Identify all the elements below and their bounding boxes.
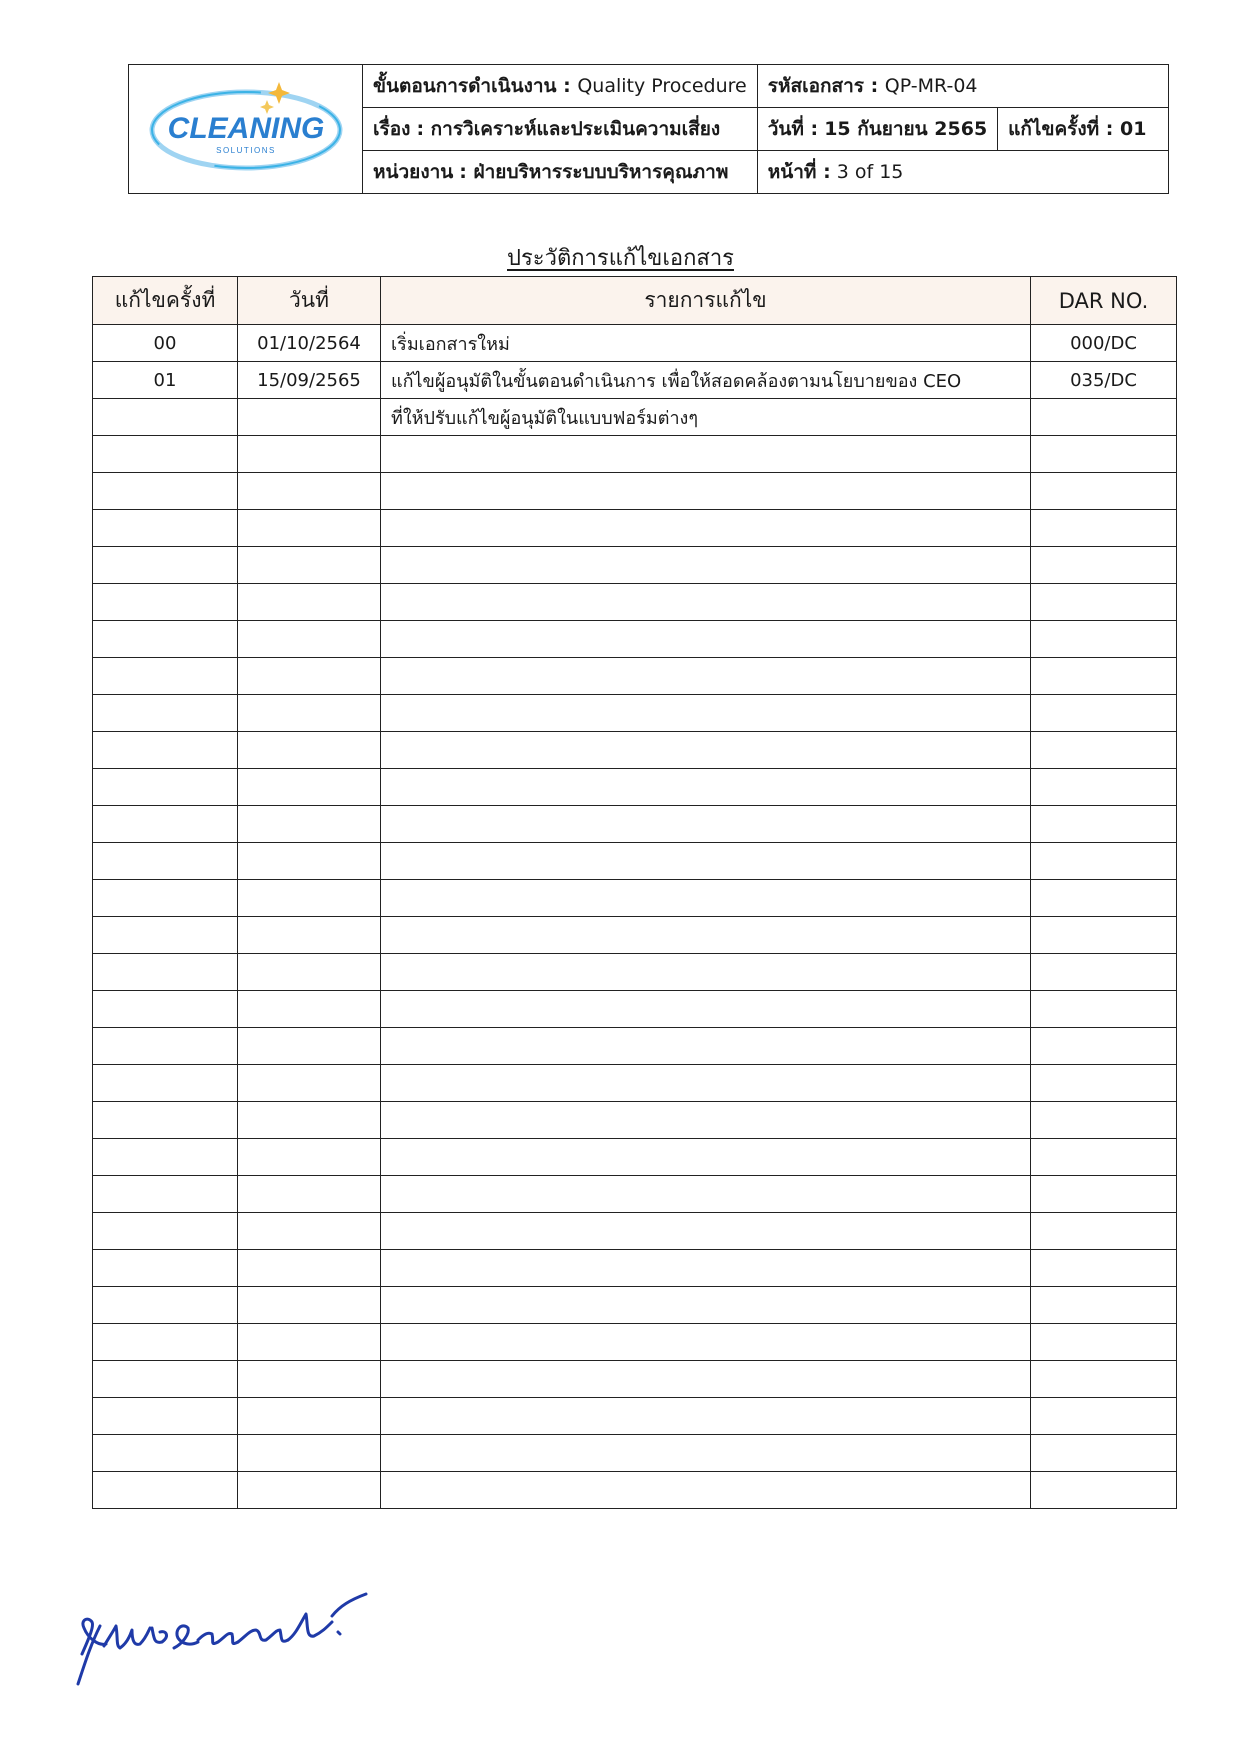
doc-code-cell [757, 65, 1168, 108]
column-header-revision: แก้ไขครั้งที่ [93, 277, 238, 325]
description-cell: เริ่มเอกสารใหม่ [381, 325, 1031, 362]
revision-cell [93, 1324, 238, 1361]
company-logo [129, 65, 363, 194]
description-cell [381, 621, 1031, 658]
dar-no-cell [1031, 1287, 1177, 1324]
description-cell [381, 695, 1031, 732]
table-row [93, 732, 1177, 769]
table-row [93, 399, 1177, 436]
table-header-row [93, 277, 1177, 325]
revision-cell [93, 1361, 238, 1398]
doc-code-label: รหัสเอกสาร : [767, 75, 885, 97]
date-cell [238, 658, 381, 695]
dar-no-cell [1031, 1028, 1177, 1065]
revision-cell [93, 473, 238, 510]
revision-cell [93, 399, 238, 436]
table-row [93, 1250, 1177, 1287]
dar-no-cell [1031, 769, 1177, 806]
date-cell [238, 806, 381, 843]
description-cell [381, 1176, 1031, 1213]
description-cell [381, 436, 1031, 473]
revision-cell [93, 732, 238, 769]
department-cell [363, 151, 758, 194]
description-cell [381, 1250, 1031, 1287]
department-label: หน่วยงาน [373, 161, 454, 183]
dar-no-cell [1031, 1435, 1177, 1472]
revision-cell [93, 1213, 238, 1250]
subject-label: เรื่อง [373, 118, 411, 140]
date-value: 15 กันยายน 2565 [824, 118, 988, 140]
date-cell [238, 621, 381, 658]
table-row [93, 584, 1177, 621]
date-cell: 01/10/2564 [238, 325, 381, 362]
table-row [93, 1472, 1177, 1509]
column-header-dar-no: DAR NO. [1031, 277, 1177, 325]
table-row [93, 917, 1177, 954]
page-label: หน้าที่ : [767, 161, 831, 183]
revision-value: 01 [1120, 118, 1147, 140]
date-cell [238, 1324, 381, 1361]
column-header-description: รายการแก้ไข [381, 277, 1031, 325]
dar-no-cell [1031, 732, 1177, 769]
date-cell [238, 1435, 381, 1472]
dar-no-cell [1031, 1398, 1177, 1435]
description-cell [381, 1472, 1031, 1509]
date-cell [238, 1028, 381, 1065]
procedure-cell [363, 65, 758, 108]
dar-no-cell [1031, 658, 1177, 695]
document-header [128, 64, 1169, 194]
procedure-value: Quality Procedure [577, 75, 747, 97]
revision-cell [93, 621, 238, 658]
table-row [93, 1102, 1177, 1139]
logo-wordmark: CLEANING [167, 111, 324, 145]
date-cell [238, 880, 381, 917]
table-body [93, 325, 1177, 1509]
table-row [93, 880, 1177, 917]
revision-cell [93, 991, 238, 1028]
date-cell [238, 1213, 381, 1250]
cleaning-logo-icon [146, 72, 346, 182]
date-cell [757, 108, 997, 151]
dar-no-cell [1031, 1102, 1177, 1139]
description-cell [381, 806, 1031, 843]
table-row [93, 806, 1177, 843]
dar-no-cell: 000/DC [1031, 325, 1177, 362]
date-cell [238, 510, 381, 547]
table-row [93, 362, 1177, 399]
dar-no-cell: 035/DC [1031, 362, 1177, 399]
description-cell [381, 1139, 1031, 1176]
table-row [93, 1398, 1177, 1435]
date-cell [238, 954, 381, 991]
dar-no-cell [1031, 510, 1177, 547]
date-cell [238, 1361, 381, 1398]
dar-no-cell [1031, 843, 1177, 880]
date-cell [238, 1287, 381, 1324]
description-cell [381, 473, 1031, 510]
description-cell [381, 1028, 1031, 1065]
dar-no-cell [1031, 880, 1177, 917]
table-row [93, 1324, 1177, 1361]
revision-cell [93, 917, 238, 954]
date-cell [238, 1102, 381, 1139]
dar-no-cell [1031, 621, 1177, 658]
table-row [93, 695, 1177, 732]
date-cell [238, 1398, 381, 1435]
description-cell [381, 769, 1031, 806]
sparkle-icon [260, 82, 290, 114]
revision-cell [93, 1435, 238, 1472]
revision-cell [93, 547, 238, 584]
dar-no-cell [1031, 917, 1177, 954]
revision-cell [93, 1287, 238, 1324]
table-row [93, 1287, 1177, 1324]
revision-cell [93, 1139, 238, 1176]
dar-no-cell [1031, 1361, 1177, 1398]
dar-no-cell [1031, 1324, 1177, 1361]
description-cell [381, 1287, 1031, 1324]
revision-cell [93, 695, 238, 732]
procedure-label: ขั้นตอนการดำเนินงาน : [373, 75, 578, 97]
dar-no-cell [1031, 1176, 1177, 1213]
description-cell [381, 917, 1031, 954]
description-cell [381, 1324, 1031, 1361]
revision-cell: 00 [93, 325, 238, 362]
table-row [93, 1361, 1177, 1398]
date-cell [238, 399, 381, 436]
revision-cell [93, 658, 238, 695]
description-cell [381, 584, 1031, 621]
page-value: 3 of 15 [836, 161, 904, 183]
description-cell: ที่ให้ปรับแก้ไขผู้อนุมัติในแบบฟอร์มต่างๆ [381, 399, 1031, 436]
date-label: วันที่ : [767, 118, 819, 140]
date-cell [238, 473, 381, 510]
subject-cell [363, 108, 758, 151]
revision-cell [93, 806, 238, 843]
description-cell [381, 658, 1031, 695]
description-cell [381, 1435, 1031, 1472]
table-row [93, 1028, 1177, 1065]
description-cell: แก้ไขผู้อนุมัติในขั้นตอนดำเนินการ เพื่อให้สอดคล้องตามนโยบายของ CEO [381, 362, 1031, 399]
date-cell: 15/09/2565 [238, 362, 381, 399]
date-cell [238, 843, 381, 880]
revision-cell [93, 1176, 238, 1213]
description-cell [381, 991, 1031, 1028]
dar-no-cell [1031, 1213, 1177, 1250]
date-cell [238, 1065, 381, 1102]
revision-history-title: ประวัติการแก้ไขเอกสาร [507, 246, 734, 271]
revision-cell [93, 510, 238, 547]
table-row [93, 843, 1177, 880]
revision-cell [93, 436, 238, 473]
revision-cell [93, 1250, 238, 1287]
page-cell [757, 151, 1168, 194]
revision-cell [93, 843, 238, 880]
subject-value: : การวิเคราะห์และประเมินความเสี่ยง [416, 118, 721, 140]
dar-no-cell [1031, 695, 1177, 732]
date-cell [238, 547, 381, 584]
table-row [93, 621, 1177, 658]
dar-no-cell [1031, 806, 1177, 843]
dar-no-cell [1031, 954, 1177, 991]
table-row [93, 436, 1177, 473]
date-cell [238, 1176, 381, 1213]
revision-cell [93, 1028, 238, 1065]
revision-cell [93, 1472, 238, 1509]
table-row [93, 954, 1177, 991]
revision-cell [93, 1102, 238, 1139]
dar-no-cell [1031, 436, 1177, 473]
description-cell [381, 843, 1031, 880]
dar-no-cell [1031, 399, 1177, 436]
table-row [93, 769, 1177, 806]
date-cell [238, 917, 381, 954]
description-cell [381, 954, 1031, 991]
date-cell [238, 1250, 381, 1287]
table-row [93, 510, 1177, 547]
table-row [93, 325, 1177, 362]
dar-no-cell [1031, 991, 1177, 1028]
description-cell [381, 510, 1031, 547]
revision-cell [93, 1065, 238, 1102]
date-cell [238, 1139, 381, 1176]
date-cell [238, 732, 381, 769]
table-row [93, 1213, 1177, 1250]
dar-no-cell [1031, 1250, 1177, 1287]
table-row [93, 1176, 1177, 1213]
revision-label: แก้ไขครั้งที่ : [1008, 118, 1121, 140]
dar-no-cell [1031, 1472, 1177, 1509]
description-cell [381, 1398, 1031, 1435]
handwritten-signature [70, 1586, 390, 1696]
department-value: : ฝ่ายบริหารระบบบริหารคุณภาพ [459, 161, 729, 183]
date-cell [238, 584, 381, 621]
dar-no-cell [1031, 1065, 1177, 1102]
logo-tagline: SOLUTIONS [215, 145, 276, 155]
revision-cell [93, 1398, 238, 1435]
date-cell [238, 991, 381, 1028]
doc-code-value: QP-MR-04 [884, 75, 978, 97]
description-cell [381, 732, 1031, 769]
column-header-date: วันที่ [238, 277, 381, 325]
revision-history-table [92, 276, 1177, 1509]
revision-cell [93, 584, 238, 621]
table-row [93, 1139, 1177, 1176]
revision-cell [93, 880, 238, 917]
description-cell [381, 1065, 1031, 1102]
table-row [93, 991, 1177, 1028]
dar-no-cell [1031, 584, 1177, 621]
dar-no-cell [1031, 547, 1177, 584]
table-row [93, 1435, 1177, 1472]
description-cell [381, 1102, 1031, 1139]
revision-cell [93, 769, 238, 806]
dar-no-cell [1031, 1139, 1177, 1176]
revision-cell: 01 [93, 362, 238, 399]
description-cell [381, 547, 1031, 584]
description-cell [381, 1213, 1031, 1250]
dar-no-cell [1031, 473, 1177, 510]
table-row [93, 1065, 1177, 1102]
date-cell [238, 436, 381, 473]
revision-cell [93, 954, 238, 991]
revision-cell [998, 108, 1169, 151]
date-cell [238, 1472, 381, 1509]
table-row [93, 547, 1177, 584]
description-cell [381, 1361, 1031, 1398]
table-row [93, 658, 1177, 695]
date-cell [238, 695, 381, 732]
description-cell [381, 880, 1031, 917]
table-row [93, 473, 1177, 510]
date-cell [238, 769, 381, 806]
